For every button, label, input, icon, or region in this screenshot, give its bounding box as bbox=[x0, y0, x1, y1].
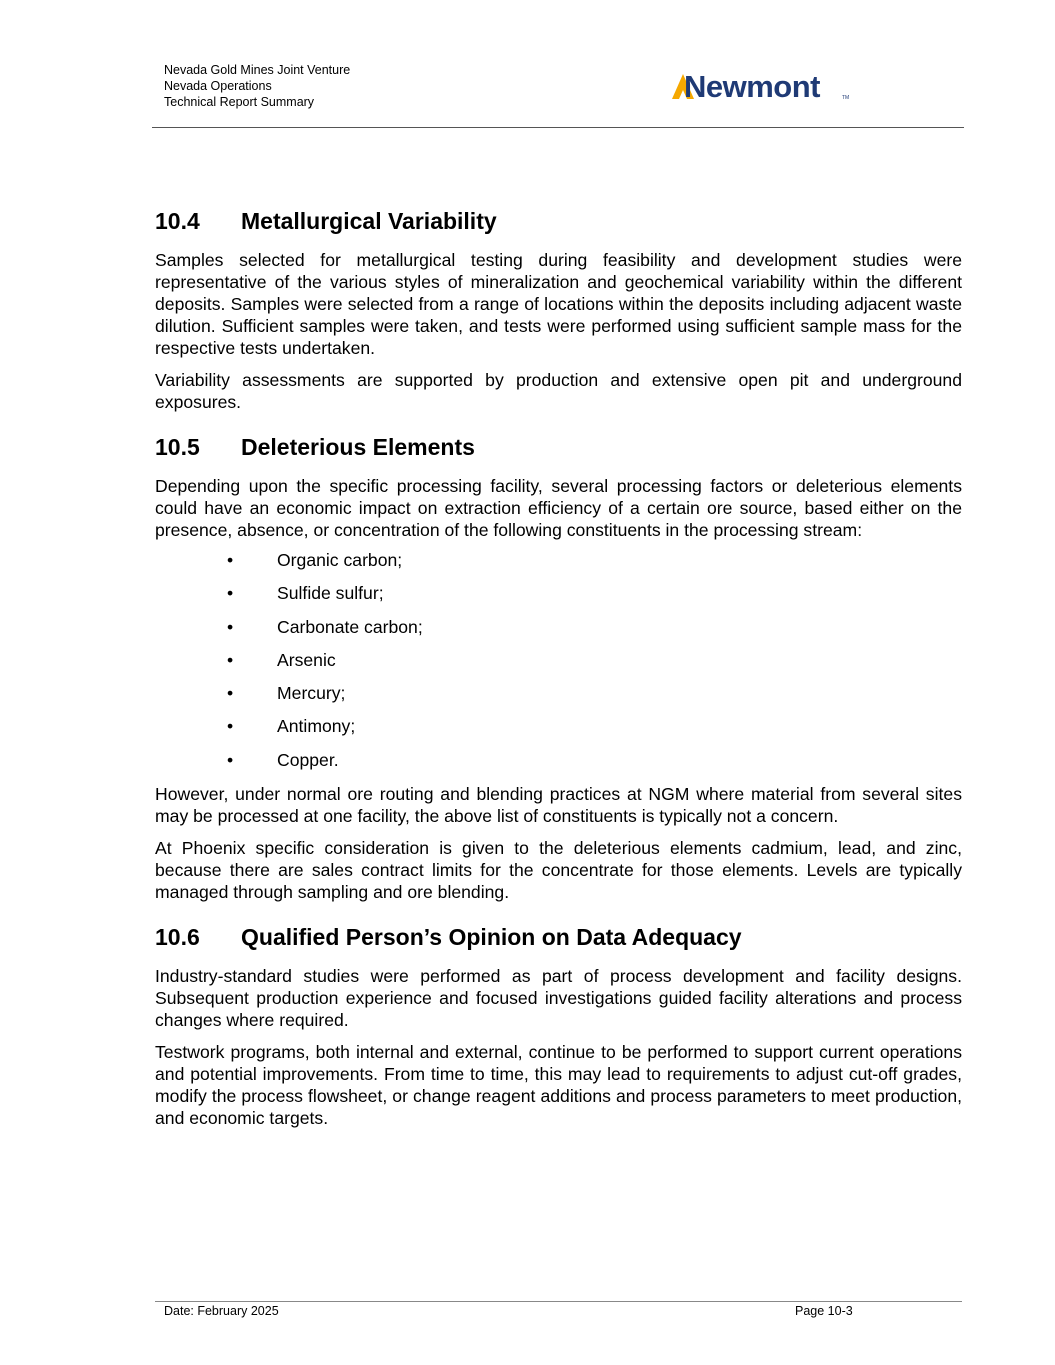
list-item-text: Mercury; bbox=[277, 683, 346, 704]
footer-divider bbox=[155, 1301, 962, 1302]
section-heading bbox=[155, 205, 962, 237]
paragraph: Depending upon the specific processing facility, several processing factors or deleterious elements could have an economic impact on extraction efficiency of a certain ore source, based either on the presence, absence, or concentration of the following constituents in the processing stream: bbox=[155, 476, 962, 540]
paragraph: Industry-standard studies were performed as part of process development and facility designs. Subsequent production experience and focused investigations guided facility alterations and process changes where required. bbox=[155, 965, 962, 1030]
list-item bbox=[155, 582, 962, 615]
list-item-text: Sulfide sulfur; bbox=[277, 583, 384, 604]
bullet-glyph: • bbox=[227, 649, 234, 670]
section-title: Deleterious Elements bbox=[241, 434, 475, 460]
paragraph: Testwork programs, both internal and external, continue to be performed to support current operations and potential improvements. From time to time, this may lead to requirements to adjust cut-off grades, modify the process flowsheet, or change reagent additions and process parameters to meet production, and economic targets. bbox=[155, 1041, 962, 1128]
bullet-glyph: • bbox=[227, 683, 234, 704]
section-10-4 bbox=[155, 205, 962, 413]
document-body bbox=[155, 205, 962, 1147]
header-block bbox=[164, 62, 350, 110]
bullet-glyph: • bbox=[227, 716, 234, 737]
section-title: Metallurgical Variability bbox=[241, 208, 497, 234]
logo-wordmark: Newmont bbox=[684, 69, 820, 104]
section-number: 10.6 bbox=[155, 923, 200, 950]
section-heading bbox=[155, 921, 962, 953]
constituents-list bbox=[155, 549, 962, 776]
footer-date: Date: February 2025 bbox=[164, 1304, 279, 1318]
list-item-text: Arsenic bbox=[277, 649, 336, 670]
header-line-operations: Nevada Operations bbox=[164, 79, 272, 93]
list-item-text: Antimony; bbox=[277, 716, 356, 737]
list-item bbox=[155, 649, 962, 682]
header-line-report: Technical Report Summary bbox=[164, 95, 315, 109]
page-number: Page 10-3 bbox=[795, 1304, 853, 1318]
section-title: Qualified Person’s Opinion on Data Adequacy bbox=[241, 923, 742, 950]
paragraph: Samples selected for metallurgical testing during feasibility and development studies were representative of the various styles of mineralization and geochemical variability within the different deposits. Samples were selected from a range of locations within the deposits including adjacent waste dilution. Sufficient samples were taken, and tests were performed using sufficient sample mass for the respective tests undertaken. bbox=[155, 250, 962, 358]
list-item bbox=[155, 749, 962, 776]
list-item bbox=[155, 715, 962, 748]
list-item-text: Copper. bbox=[277, 749, 339, 770]
paragraph: Variability assessments are supported by production and extensive open pit and underground exposures. bbox=[155, 370, 962, 412]
header-line-company: Nevada Gold Mines Joint Venture bbox=[164, 63, 351, 77]
section-heading bbox=[155, 431, 962, 463]
bullet-glyph: • bbox=[227, 583, 234, 604]
list-item bbox=[155, 616, 962, 649]
list-item bbox=[155, 549, 962, 582]
newmont-logo bbox=[670, 66, 860, 106]
paragraph: However, under normal ore routing and blending practices at NGM where material from several sites may be processed at one facility, the above list of constituents is typically not a concern. bbox=[155, 783, 962, 826]
bullet-glyph: • bbox=[227, 616, 234, 637]
section-number: 10.4 bbox=[155, 208, 200, 234]
list-item bbox=[155, 682, 962, 715]
header-divider bbox=[152, 127, 964, 128]
list-item-text: Carbonate carbon; bbox=[277, 616, 423, 637]
section-10-5 bbox=[155, 431, 962, 903]
bullet-glyph: • bbox=[227, 550, 234, 570]
section-number: 10.5 bbox=[155, 434, 200, 460]
bullet-glyph: • bbox=[227, 749, 234, 770]
list-item-text: Organic carbon; bbox=[277, 550, 403, 570]
section-10-6 bbox=[155, 921, 962, 1129]
paragraph: At Phoenix specific consideration is given to the deleterious elements cadmium, lead, and zinc, because there are sales contract limits for the concentrate for those elements. Levels are typically managed through sampling and ore blending. bbox=[155, 837, 962, 902]
logo-trademark: TM bbox=[842, 95, 850, 101]
